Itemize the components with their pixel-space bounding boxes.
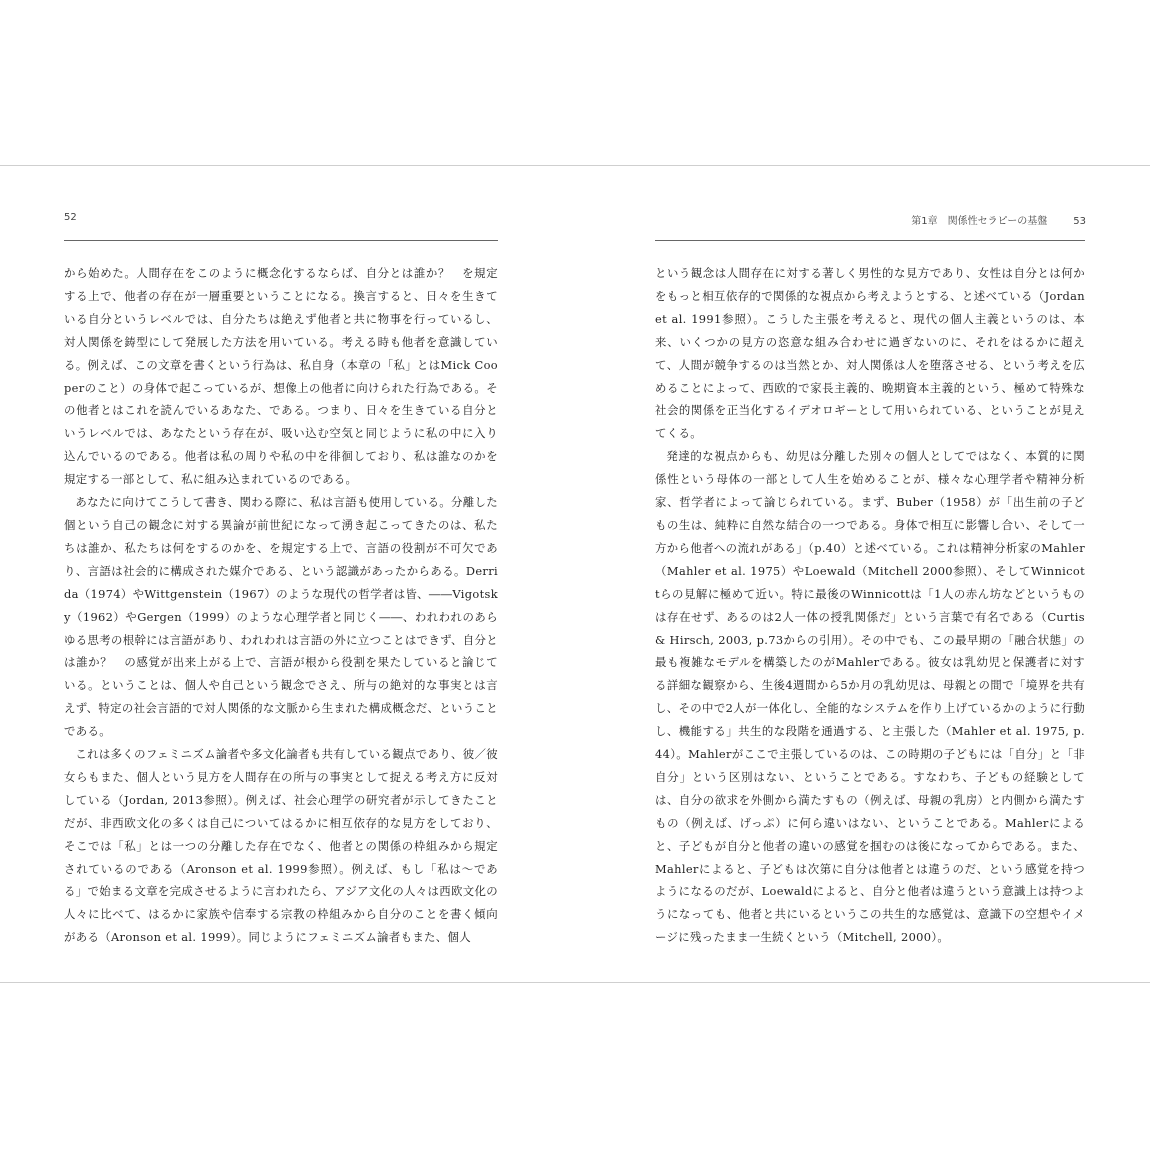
- left-running-head: [64, 212, 77, 223]
- chapter-label: 第1章 関係性セラピーの基盤: [911, 216, 1048, 227]
- left-page: [0, 166, 575, 982]
- right-page-number: 53: [1073, 216, 1086, 227]
- right-body-text: [655, 262, 1085, 949]
- right-header-rule: [655, 240, 1085, 241]
- left-body-text: [64, 262, 498, 949]
- left-paragraph-1: から始めた。人間存在をこのように概念化するならば、自分とは誰か？ を規定する上で、他者の存在が一層重要ということになる。換言すると、日々を生きている自分というレベルでは、自分たちは絶えず他者と共に物事を行っているし、対人関係を鋳型にして発展した方法を用いている。考える時も他者を意識している。例えば、この文章を書くという行為は、私自身（本章の「私」とはMick Cooperのこと）の身体で起こっているが、想像上の他者に向けられた行為である。その他者とはこれを読んでいるあなた、である。つまり、日々を生きている自分というレベルでは、あなたという存在が、吸い込む空気と同じように私の中に入り込んでいるのである。他者は私の周りや私の中を徘徊しており、私は誰なのかを規定する一部として、私に組み込まれているのである。: [64, 266, 498, 487]
- left-page-number: 52: [64, 212, 77, 223]
- right-paragraph-1: という観念は人間存在に対する著しく男性的な見方であり、女性は自分とは何かをもっと相互依存的で関係的な視点から考えようとする、と述べている（Jordan et al. 1991参照）。こうした主張を考えると、現代の個人主義というのは、本来、いくつかの見方の恣意な組み合わせに過ぎないのに、それをはるかに超えて、人間が競争するのは当然とか、対人関係は人を堕落させる、という考えを広めることによって、西欧的で家長主義的、晩期資本主義的という、極めて特殊な社会的関係を正当化するイデオロギーとして用いられている、ということが見えてくる。: [655, 266, 1085, 441]
- right-running-head: [911, 212, 1086, 227]
- book-spread: [0, 165, 1150, 983]
- left-header-rule: [64, 240, 498, 241]
- left-paragraph-2: あなたに向けてこうして書き、関わる際に、私は言語も使用している。分離した個という自己の観念に対する異論が前世紀になって湧き起こってきたのは、私たちは誰か、私たちは何をするのかを、を規定する上で、言語の役割が不可欠であり、言語は社会的に構成された媒介である、という認識があったからある。Derrida（1974）やWittgenstein（1967）のような現代の哲学者は皆、――Vigotsky（1962）やGergen（1999）のような心理学者と同じく――、われわれのあらゆる思考の根幹には言語があり、われわれは言語の外に立つことはできず、自分とは誰か？ の感覚が出来上がる上で、言語が根から役割を果たしていると論じている。ということは、個人や自己という観念でさえ、所与の絶対的な事実とは言えず、特定の社会言語的で対人関係的な文脈から生まれた構成概念だ、ということである。: [64, 495, 498, 739]
- right-paragraph-2: 発達的な視点からも、幼児は分離した別々の個人としてではなく、本質的に関係性という母体の一部として人生を始めることが、様々な心理学者や精神分析家、哲学者によって論じられている。まず、Buber（1958）が「出生前の子どもの生は、純粋に自然な結合の一つである。身体で相互に影響し合い、そして一方から他者への流れがある」（p.40）と述べている。これは精神分析家のMahler（Mahler et al. 1975）やLoewald（Mitchell 2000参照）、そしてWinnicottらの見解に極めて近い。特に最後のWinnicottは「1人の赤ん坊などというものは存在せず、あるのは2人一体の授乳関係だ」という言葉で有名である（Curtis & Hirsch, 2003, p.73からの引用）。その中でも、この最早期の「融合状態」の最も複雑なモデルを構築したのがMahlerである。彼女は乳幼児と保護者に対する詳細な観察から、生後4週間から5か月の乳幼児は、母親との間で「境界を共有し、その中で2人が一体化し、全能的なシステムを作り上げているかのように行動し、機能する」共生的な段階を通過する、と主張した（Mahler et al. 1975, p.44）。Mahlerがここで主張しているのは、この時期の子どもには「自分」と「非自分」という区別はない、ということである。すなわち、子どもの経験としては、自分の欲求を外側から満たすもの（例えば、母親の乳房）と内側から満たすもの（例えば、げっぷ）に何ら違いはない、ということである。Mahlerによると、子どもが自分と他者の違いの感覚を掴むのは後になってからである。また、Mahlerによると、子どもは次第に自分は他者とは違うのだ、という感覚を持つようになるのだが、Loewaldによると、自分と他者は違うという意識上は持つようになっても、他者と共にいるというこの共生的な感覚は、意識下の空想やイメージに残ったまま一生続くという（Mitchell, 2000）。: [655, 449, 1085, 945]
- left-paragraph-3: これは多くのフェミニズム論者や多文化論者も共有している観点であり、彼／彼女らもまた、個人という見方を人間存在の所与の事実として捉える考え方に反対している（Jordan, 2013参照）。例えば、社会心理学の研究者が示してきたことだが、非西欧文化の多くは自己についてはるかに相互依存的な見方をしており、そこでは「私」とは一つの分離した存在でなく、他者との関係の枠組みから規定されているのである（Aronson et al. 1999参照）。例えば、もし「私は～である」で始まる文章を完成させるように言われたら、アジア文化の人々は西欧文化の人々に比べて、はるかに家族や信奉する宗教の枠組みから自分のことを書く傾向がある（Aronson et al. 1999）。同じようにフェミニズム論者もまた、個人: [64, 747, 498, 945]
- right-page: [575, 166, 1150, 982]
